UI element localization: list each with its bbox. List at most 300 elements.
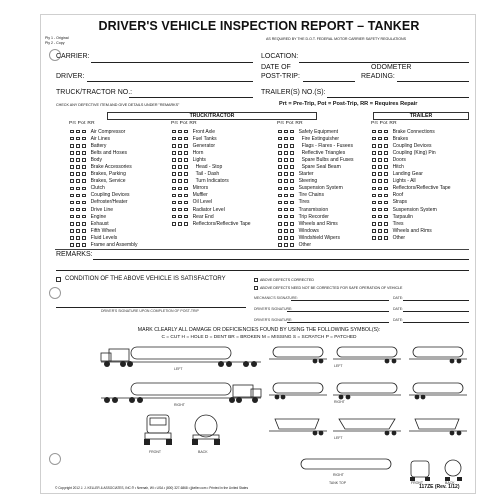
requires-repair-checkbox[interactable] [384,215,388,219]
truck-tractor-no-field[interactable] [129,97,253,98]
requires-repair-checkbox[interactable] [290,179,294,183]
requires-repair-checkbox[interactable] [82,137,86,141]
checklist-row [278,156,354,163]
requires-repair-checkbox[interactable] [290,215,294,219]
pre-trip-checkbox[interactable] [372,179,376,183]
col1-heads: Prt Pot RR [69,121,95,126]
post-trip-checkbox[interactable] [178,151,182,155]
requires-repair-checkbox[interactable] [82,222,86,226]
pre-trip-checkbox[interactable] [172,179,176,183]
checklist-item-label: Fluid Levels [90,234,118,241]
carrier-label: CARRIER: [56,53,90,60]
post-trip-checkbox[interactable] [76,222,80,226]
requires-repair-checkbox[interactable] [82,151,86,155]
location-label: LOCATION: [261,53,299,60]
requires-repair-checkbox[interactable] [290,229,294,233]
checklist-row [70,213,138,220]
checklist-row [172,128,251,135]
requires-repair-checkbox[interactable] [82,208,86,212]
post-trip-checkbox[interactable] [284,151,288,155]
checklist-item-label: Reflectors/Reflective Tape [392,185,451,192]
requires-repair-checkbox[interactable] [184,179,188,183]
checklist-item-label: Other [298,242,312,249]
trailer-items-col [372,128,451,242]
requires-repair-checkbox[interactable] [82,187,86,191]
checklist-row [278,199,354,206]
pre-trip-checkbox[interactable] [70,194,74,198]
post-trip-checkbox[interactable] [378,215,382,219]
requires-repair-checkbox[interactable] [290,130,294,134]
checklist-item-label: Brake Connections [392,128,435,135]
post-trip-checkbox[interactable] [284,144,288,148]
checklist-row [372,220,451,227]
requires-repair-checkbox[interactable] [290,194,294,198]
post-trip-checkbox[interactable] [76,179,80,183]
pre-trip-checkbox[interactable] [70,229,74,233]
pre-trip-checkbox[interactable] [278,215,282,219]
checklist-item-label: Flags - Flares - Fusees [301,142,353,149]
driver-signature-field[interactable] [56,307,246,308]
checklist-item-label: Suspension System [392,206,437,213]
pre-trip-checkbox[interactable] [372,130,376,134]
requires-repair-checkbox[interactable] [82,194,86,198]
pre-trip-checkbox[interactable] [172,201,176,205]
requires-repair-checkbox[interactable] [82,172,86,176]
tanker-right-diagram[interactable] [101,379,271,405]
pre-trip-checkbox[interactable] [278,194,282,198]
pre-trip-checkbox[interactable] [372,144,376,148]
truck-items-col-3 [278,128,354,249]
checklist-row [372,135,451,142]
pre-trip-checkbox[interactable] [70,165,74,169]
post-trip-checkbox[interactable] [178,215,182,219]
pre-trip-checkbox[interactable] [278,222,282,226]
requires-repair-checkbox[interactable] [82,179,86,183]
requires-repair-checkbox[interactable] [184,137,188,141]
pre-trip-checkbox[interactable] [172,194,176,198]
post-trip-checkbox[interactable] [178,137,182,141]
mechanic-signature-field[interactable] [291,300,389,301]
pre-trip-checkbox[interactable] [372,165,376,169]
pre-trip-checkbox[interactable] [172,165,176,169]
checklist-row [372,178,451,185]
pre-trip-checkbox[interactable] [278,229,282,233]
checklist-row [278,192,354,199]
post-trip-checkbox[interactable] [378,172,382,176]
pre-trip-checkbox[interactable] [172,130,176,134]
post-trip-checkbox[interactable] [178,187,182,191]
requires-repair-checkbox[interactable] [384,137,388,141]
trailer-nos-label: TRAILER(S) NO.(S): [261,89,326,96]
checklist-row [70,163,138,170]
post-trip-checkbox[interactable] [178,158,182,162]
requires-repair-checkbox[interactable] [184,201,188,205]
requires-repair-checkbox[interactable] [290,243,294,247]
pre-trip-checkbox[interactable] [372,158,376,162]
post-trip-checkbox[interactable] [178,194,182,198]
requires-repair-checkbox[interactable] [290,201,294,205]
pre-trip-checkbox[interactable] [70,172,74,176]
defects-corrected-checkbox[interactable] [254,278,258,282]
checklist-row [372,199,451,206]
requires-repair-checkbox[interactable] [82,236,86,240]
requires-repair-checkbox[interactable] [82,144,86,148]
date-field-2[interactable] [403,311,469,312]
requires-repair-checkbox[interactable] [290,137,294,141]
post-trip-checkbox[interactable] [76,130,80,134]
checklist-item-label: Starter [298,171,314,178]
post-trip-checkbox[interactable] [178,172,182,176]
pre-trip-checkbox[interactable] [278,130,282,134]
pre-trip-checkbox[interactable] [278,165,282,169]
pre-trip-checkbox[interactable] [372,222,376,226]
checklist-item-label: Tires [392,220,404,227]
footer-copyright: © Copyright 2012 J. J. KELLER & ASSOCIATES, INC.® • Neenah, WI • USA • (800) 327-6868 • jjkeller.com • Printed in the United States [55,486,249,490]
checklist-item-label: Roof [392,192,404,199]
pre-trip-checkbox[interactable] [172,144,176,148]
tractor-front-diagram[interactable] [141,413,175,447]
pre-trip-checkbox[interactable] [172,187,176,191]
truck-tractor-no-label: TRUCK/TRACTOR NO.: [56,89,133,96]
post-trip-checkbox[interactable] [284,158,288,162]
requires-repair-checkbox[interactable] [384,172,388,176]
pre-trip-checkbox[interactable] [278,144,282,148]
checklist-row [172,178,251,185]
checklist-item-label: Hitch [392,164,404,171]
pre-trip-checkbox[interactable] [278,208,282,212]
driver-signature-field-2[interactable] [287,322,389,323]
post-trip-checkbox[interactable] [284,215,288,219]
checklist-row [278,163,354,170]
requires-repair-checkbox[interactable] [384,236,388,240]
checklist-row [172,206,251,213]
pre-trip-checkbox[interactable] [278,158,282,162]
post-trip-checkbox[interactable] [178,144,182,148]
pre-trip-checkbox[interactable] [70,243,74,247]
driver-field[interactable] [87,81,253,82]
requires-repair-checkbox[interactable] [184,158,188,162]
post-trip-checkbox[interactable] [378,179,382,183]
requires-repair-checkbox[interactable] [184,194,188,198]
odometer-label: ODOMETER [371,64,412,71]
checklist-row [372,128,451,135]
requires-repair-checkbox[interactable] [384,222,388,226]
checklist-row [278,171,354,178]
col4-heads: Prt Pot RR [371,121,397,126]
checklist-row [278,213,354,220]
post-trip-checkbox[interactable] [378,151,382,155]
pre-trip-checkbox[interactable] [172,137,176,141]
checklist-row [372,171,451,178]
checklist-item-label: Drive Line [90,206,114,213]
pre-trip-checkbox[interactable] [172,172,176,176]
checklist-row [278,135,354,142]
checklist-row [172,135,251,142]
checklist-row [278,227,354,234]
post-trip-checkbox[interactable] [76,165,80,169]
checklist-item-label: Reflectors/Reflective Tape [192,220,251,227]
pre-trip-checkbox[interactable] [278,187,282,191]
pre-trip-checkbox[interactable] [278,172,282,176]
checklist-row [278,128,354,135]
requires-repair-checkbox[interactable] [290,222,294,226]
date-label-1: DATE: [393,296,404,300]
requires-repair-checkbox[interactable] [184,165,188,169]
checklist-item-label: Frame and Assembly [90,242,138,249]
form-title: DRIVER'S VEHICLE INSPECTION REPORT – TANKER [98,19,420,33]
checklist-item-label: Tail - Dash [195,171,220,178]
pre-trip-checkbox[interactable] [70,215,74,219]
pre-trip-checkbox[interactable] [278,236,282,240]
tank-top-diagrams[interactable] [271,455,471,483]
checklist-item-label: Coupling Devices [392,142,432,149]
tanker-left-diagram[interactable] [101,343,271,369]
post-trip-date-field[interactable] [303,81,355,82]
pre-trip-checkbox[interactable] [372,201,376,205]
post-trip-checkbox[interactable] [76,194,80,198]
post-trip-checkbox[interactable] [284,137,288,141]
requires-repair-checkbox[interactable] [290,172,294,176]
trailer-header: TRAILER [373,112,469,120]
driver-label: DRIVER: [56,73,85,80]
post-trip-checkbox[interactable] [76,215,80,219]
post-trip-checkbox[interactable] [76,144,80,148]
requires-repair-checkbox[interactable] [184,144,188,148]
pre-trip-checkbox[interactable] [172,151,176,155]
truck-tractor-header: TRUCK/TRACTOR [107,112,317,120]
post-trip-checkbox[interactable] [378,144,382,148]
pre-trip-checkbox[interactable] [278,137,282,141]
requires-repair-checkbox[interactable] [384,158,388,162]
pre-trip-checkbox[interactable] [278,151,282,155]
requires-repair-checkbox[interactable] [184,215,188,219]
post-trip-label: POST-TRIP: [261,73,300,80]
post-trip-checkbox[interactable] [76,137,80,141]
driver-signature-post-field[interactable] [287,311,389,312]
checklist-item-label: Wheels and Rims [298,220,338,227]
post-trip-checkbox[interactable] [284,179,288,183]
remarks-line-1[interactable] [93,259,469,260]
pre-trip-checkbox[interactable] [372,137,376,141]
checklist-row [172,213,251,220]
requires-repair-checkbox[interactable] [384,201,388,205]
requires-repair-checkbox[interactable] [290,236,294,240]
post-trip-checkbox[interactable] [76,236,80,240]
requires-repair-checkbox[interactable] [184,187,188,191]
post-trip-checkbox[interactable] [178,222,182,226]
pre-trip-checkbox[interactable] [70,158,74,162]
satisfactory-checkbox[interactable] [56,277,61,282]
requires-repair-checkbox[interactable] [384,144,388,148]
pre-trip-checkbox[interactable] [172,158,176,162]
checklist-row [70,135,138,142]
pre-trip-checkbox[interactable] [372,215,376,219]
pre-trip-checkbox[interactable] [172,215,176,219]
post-trip-checkbox[interactable] [284,172,288,176]
pre-trip-checkbox[interactable] [372,236,376,240]
post-trip-checkbox[interactable] [284,229,288,233]
requires-repair-checkbox[interactable] [384,130,388,134]
requires-repair-checkbox[interactable] [82,165,86,169]
post-trip-checkbox[interactable] [284,236,288,240]
requires-repair-checkbox[interactable] [384,229,388,233]
pre-trip-checkbox[interactable] [70,187,74,191]
trailer-variant-diagrams[interactable] [267,343,472,453]
pre-trip-checkbox[interactable] [372,194,376,198]
post-trip-checkbox[interactable] [178,165,182,169]
checklist-row [172,149,251,156]
requires-repair-checkbox[interactable] [184,172,188,176]
requires-repair-checkbox[interactable] [384,165,388,169]
post-trip-checkbox[interactable] [178,208,182,212]
post-trip-checkbox[interactable] [284,130,288,134]
checklist-item-label: Defroster/Heater [90,199,128,206]
driver-signature-post-label: DRIVER'S SIGNATURE: [254,307,293,311]
requires-repair-checkbox[interactable] [384,208,388,212]
defects-not-corrected-checkbox[interactable] [254,286,258,290]
trailer-nos-field[interactable] [327,97,469,98]
requires-repair-checkbox[interactable] [82,229,86,233]
truck-items-col-1 [70,128,138,249]
requires-repair-checkbox[interactable] [184,130,188,134]
pre-trip-checkbox[interactable] [278,179,282,183]
remarks-line-2[interactable] [56,270,469,271]
post-trip-checkbox[interactable] [378,229,382,233]
post-trip-checkbox[interactable] [284,222,288,226]
odometer-reading-field[interactable] [397,81,469,82]
pre-trip-checkbox[interactable] [372,187,376,191]
tanker-back-diagram[interactable] [189,413,223,447]
post-trip-checkbox[interactable] [76,151,80,155]
pre-trip-checkbox[interactable] [278,201,282,205]
pre-trip-checkbox[interactable] [70,130,74,134]
right-label-2: RIGHT [334,400,345,404]
post-trip-checkbox[interactable] [284,208,288,212]
post-trip-checkbox[interactable] [76,229,80,233]
post-trip-checkbox[interactable] [378,194,382,198]
post-trip-checkbox[interactable] [178,201,182,205]
post-trip-checkbox[interactable] [284,243,288,247]
requires-repair-checkbox[interactable] [184,222,188,226]
checklist-item-label: Horn [192,149,204,156]
requires-repair-checkbox[interactable] [184,151,188,155]
checklist-row [70,171,138,178]
requires-repair-checkbox[interactable] [184,208,188,212]
pre-trip-checkbox[interactable] [70,144,74,148]
post-trip-checkbox[interactable] [378,222,382,226]
post-trip-checkbox[interactable] [378,236,382,240]
requires-repair-checkbox[interactable] [290,187,294,191]
checklist-row [372,192,451,199]
checklist-item-label: Generator [192,142,216,149]
location-field[interactable] [299,62,469,63]
pre-trip-checkbox[interactable] [372,172,376,176]
post-trip-checkbox[interactable] [284,165,288,169]
pre-trip-checkbox[interactable] [70,208,74,212]
pre-trip-checkbox[interactable] [372,208,376,212]
post-trip-checkbox[interactable] [76,158,80,162]
pre-trip-checkbox[interactable] [70,151,74,155]
requires-repair-checkbox[interactable] [384,194,388,198]
requires-repair-checkbox[interactable] [290,144,294,148]
post-trip-checkbox[interactable] [378,137,382,141]
checklist-item-label: Oil Level [192,199,213,206]
requires-repair-checkbox[interactable] [82,215,86,219]
post-trip-checkbox[interactable] [76,243,80,247]
pre-trip-checkbox[interactable] [70,179,74,183]
carrier-field[interactable] [91,62,253,63]
post-trip-checkbox[interactable] [378,208,382,212]
post-trip-checkbox[interactable] [378,165,382,169]
post-trip-checkbox[interactable] [76,208,80,212]
requires-repair-checkbox[interactable] [290,165,294,169]
pre-trip-checkbox[interactable] [278,243,282,247]
inspection-form [40,14,476,494]
requires-repair-checkbox[interactable] [82,130,86,134]
requires-repair-checkbox[interactable] [384,151,388,155]
post-trip-checkbox[interactable] [284,194,288,198]
post-trip-checkbox[interactable] [76,187,80,191]
pre-trip-checkbox[interactable] [372,151,376,155]
marking-instruction: MARK CLEARLY ALL DAMAGE OR DEFICIENCIES FOUND BY USING THE FOLLOWING SYMBOL(S): [137,327,381,333]
post-trip-checkbox[interactable] [76,172,80,176]
requires-repair-checkbox[interactable] [82,243,86,247]
checklist-item-label: Trip Recorder [298,213,329,220]
damage-symbols: C = CUT H = HOLE D = DENT BR = BROKEN M = MISSING S = SCRATCH P = PATCHED [161,335,357,340]
post-trip-checkbox[interactable] [284,201,288,205]
front-label-2: FRONT [411,481,424,485]
checklist-item-label: Doors [392,156,406,163]
date-field-1[interactable] [403,300,469,301]
checklist-item-label: Radiator Level [192,206,225,213]
checklist-item-label: Air Lines [90,135,111,142]
post-trip-checkbox[interactable] [178,130,182,134]
checklist-item-label: Landing Gear [392,171,423,178]
requires-repair-checkbox[interactable] [82,201,86,205]
pre-trip-checkbox[interactable] [70,137,74,141]
punch-hole-bottom [49,453,61,465]
checklist-row [372,185,451,192]
post-trip-checkbox[interactable] [178,179,182,183]
post-trip-checkbox[interactable] [76,201,80,205]
post-trip-checkbox[interactable] [378,201,382,205]
pre-trip-checkbox[interactable] [70,236,74,240]
form-subtitle: AS REQUIRED BY THE D.O.T. FEDERAL MOTOR CARRIER SAFETY REGULATIONS [265,37,407,41]
post-trip-checkbox[interactable] [378,130,382,134]
pre-trip-checkbox[interactable] [70,222,74,226]
requires-repair-checkbox[interactable] [290,151,294,155]
checklist-item-label: Brakes [392,135,409,142]
checklist-item-label: Tarpaulin [392,213,413,220]
post-trip-checkbox[interactable] [378,187,382,191]
date-field-3[interactable] [403,322,469,323]
pre-trip-checkbox[interactable] [172,222,176,226]
requires-repair-checkbox[interactable] [290,208,294,212]
checklist-row [372,156,451,163]
requires-repair-checkbox[interactable] [290,158,294,162]
requires-repair-checkbox[interactable] [384,179,388,183]
post-trip-checkbox[interactable] [378,158,382,162]
requires-repair-checkbox[interactable] [82,158,86,162]
pre-trip-checkbox[interactable] [172,208,176,212]
checklist-row [70,234,138,241]
checklist-item-label: Brakes, Service [90,178,126,185]
reading-label: READING: [361,73,395,80]
post-trip-checkbox[interactable] [284,187,288,191]
pre-trip-checkbox[interactable] [372,229,376,233]
requires-repair-checkbox[interactable] [384,187,388,191]
pre-trip-checkbox[interactable] [70,201,74,205]
